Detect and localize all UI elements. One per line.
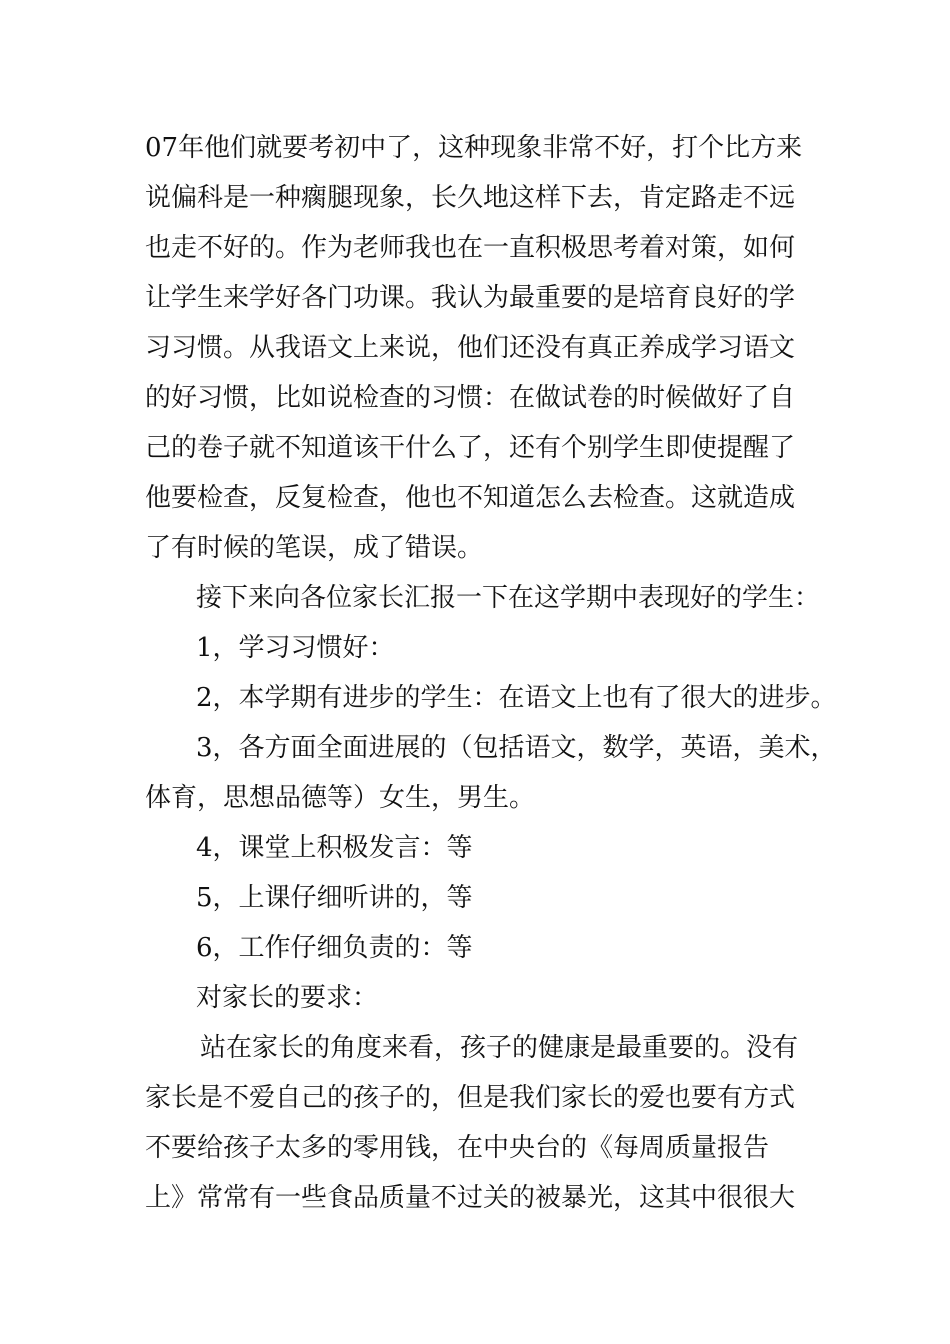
paragraph-line: 让学生来学好各门功课。我认为最重要的是培育良好的学	[145, 283, 796, 313]
paragraph-line: 了有时候的笔误，成了错误。	[145, 533, 484, 563]
paragraph-line: 不要给孩子太多的零用钱，在中央台的《每周质量报告	[145, 1133, 770, 1163]
paragraph-line: 也走不好的。作为老师我也在一直积极思考着对策，如何	[145, 233, 796, 263]
paragraph-line: 家长是不爱自己的孩子的，但是我们家长的爱也要有方式	[145, 1083, 796, 1113]
paragraph-line: 的好习惯，比如说检查的习惯：在做试卷的时候做好了自	[145, 383, 796, 413]
paragraph-line: 己的卷子就不知道该干什么了，还有个别学生即使提醒了	[145, 433, 796, 463]
list-item: 1，学习习惯好：	[196, 633, 395, 663]
list-item: 6，工作仔细负责的：等	[196, 933, 473, 963]
paragraph-line: 习习惯。从我语文上来说，他们还没有真正养成学习语文	[145, 333, 796, 363]
list-item: 2，本学期有进步的学生：在语文上也有了很大的进步。	[196, 683, 837, 713]
paragraph-line: 站在家长的角度来看，孩子的健康是最重要的。没有	[200, 1033, 799, 1063]
paragraph-line: 07年他们就要考初中了，这种现象非常不好，打个比方来	[145, 133, 803, 163]
section-intro-line: 接下来向各位家长汇报一下在这学期中表现好的学生：	[196, 583, 821, 613]
list-item: 5，上课仔细听讲的，等	[196, 883, 473, 913]
paragraph-line: 体育，思想品德等）女生，男生。	[145, 783, 536, 813]
section-heading: 对家长的要求：	[196, 983, 379, 1013]
list-item: 3，各方面全面进展的（包括语文，数学，英语，美术，	[196, 733, 837, 763]
paragraph-line: 说偏科是一种瘸腿现象，长久地这样下去，肯定路走不远	[145, 183, 796, 213]
paragraph-line: 上》常常有一些食品质量不过关的被暴光，这其中很很大	[145, 1183, 796, 1213]
list-item: 4，课堂上积极发言：等	[196, 833, 473, 863]
paragraph-line: 他要检查，反复检查，他也不知道怎么去检查。这就造成	[145, 483, 796, 513]
